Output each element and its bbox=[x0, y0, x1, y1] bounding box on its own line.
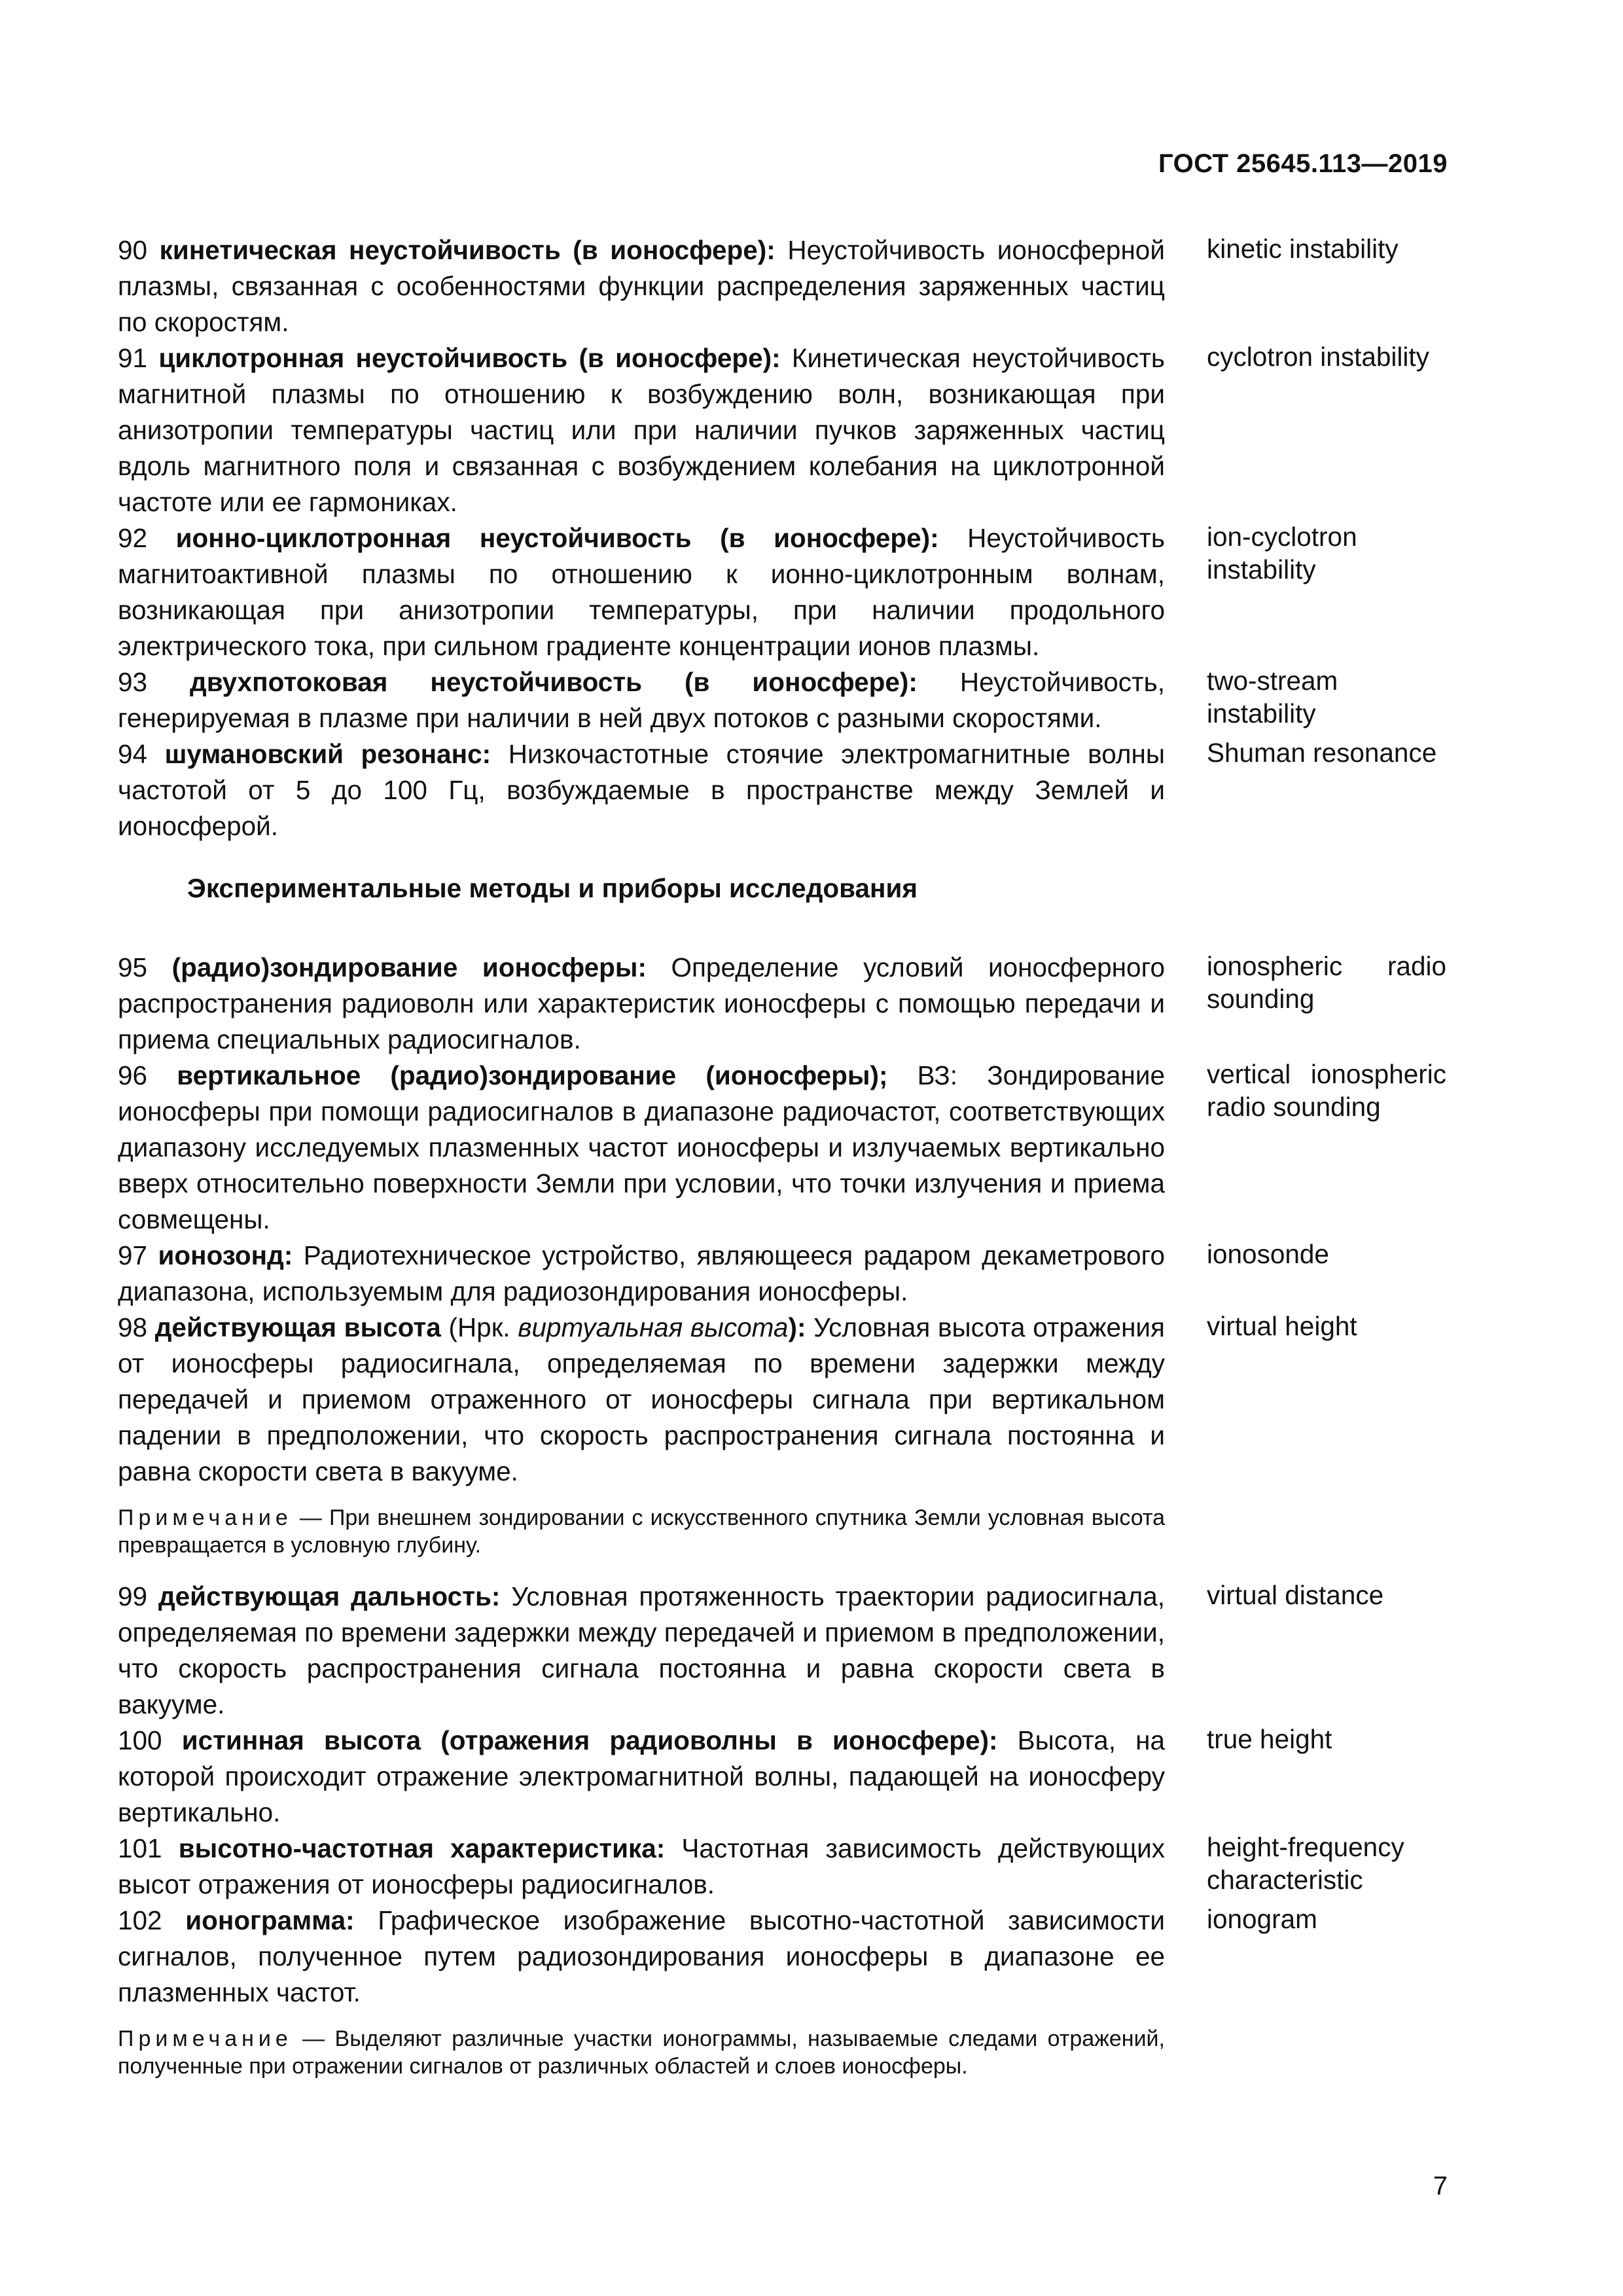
term-title: шумановский резонанс: bbox=[164, 739, 491, 769]
term-title: (радио)зондирование ионосферы: bbox=[171, 952, 647, 982]
term-title: ионозонд: bbox=[158, 1240, 293, 1270]
term-entry-text bbox=[118, 520, 1165, 664]
note-text: — Выделяют различные участки ионограммы, называемые следами отражений, полученные при отражении сигналов от различных областей и слоев ионосферы. bbox=[118, 2026, 1165, 2079]
term-title: действующая дальность: bbox=[158, 1581, 501, 1611]
note-label: Примечание bbox=[118, 2026, 293, 2051]
term-entry-text bbox=[118, 736, 1165, 844]
term-entry-90 bbox=[118, 232, 1446, 340]
term-definition: Неустойчивость магнитоактивной плазмы по отношению к ионно-циклотронным волнам, возникающая при анизотропии температуры, при наличии продольного электрического тока, при сильном градиенте концентрации ионов плазмы. bbox=[118, 523, 1165, 661]
term-definition: Низкочастотные стоячие электромагнитные волны частотой от 5 до 100 Гц, возбуждаемые в пространстве между Землей и ионосферой. bbox=[118, 739, 1165, 841]
term-english: kinetic instability bbox=[1207, 234, 1399, 264]
term-entry-text bbox=[118, 1579, 1165, 1723]
term-entry-93 bbox=[118, 664, 1446, 736]
term-number: 93 bbox=[118, 667, 148, 697]
terms-content bbox=[118, 232, 1446, 2100]
term-title: кинетическая неустойчивость (в ионосфере): bbox=[159, 235, 776, 265]
term-title: действующая высота bbox=[154, 1312, 441, 1342]
term-entry-text bbox=[118, 1831, 1165, 1903]
note-2 bbox=[118, 2025, 1165, 2080]
term-entry-94 bbox=[118, 736, 1446, 844]
term-definition: Определение условий ионосферного распространения радиоволн или характеристик ионосферы с помощью передачи и приема специальных радиосигналов. bbox=[118, 952, 1165, 1054]
term-entry-92 bbox=[118, 520, 1446, 664]
term-english: cyclotron instability bbox=[1207, 342, 1429, 372]
term-title: ионно-циклотронная неустойчивость (в ионосфере): bbox=[175, 523, 939, 553]
term-definition: Частотная зависимость действующих высот отражения от ионосферы радиосигналов. bbox=[118, 1833, 1165, 1899]
term-english: height-frequency characteristic bbox=[1207, 1832, 1404, 1895]
term-entry-text bbox=[118, 950, 1165, 1058]
term-entry-text bbox=[118, 1903, 1165, 2011]
term-entry-96 bbox=[118, 1058, 1446, 1238]
note-label: Примечание bbox=[118, 1505, 293, 1530]
term-entry-text bbox=[118, 664, 1165, 736]
term-entry-text bbox=[118, 232, 1165, 340]
term-entry-100 bbox=[118, 1723, 1446, 1831]
term-deprecated-alt: виртуальная высота bbox=[518, 1312, 789, 1342]
term-title: истинная высота (отражения радиоволны в ионосфере): bbox=[181, 1725, 998, 1755]
term-entry-text bbox=[118, 1058, 1165, 1238]
term-number: 101 bbox=[118, 1833, 162, 1863]
term-english: two-stream instability bbox=[1207, 666, 1338, 728]
term-number: 97 bbox=[118, 1240, 148, 1270]
term-number: 91 bbox=[118, 343, 148, 373]
term-english: ionogram bbox=[1207, 1904, 1317, 1934]
term-number: 99 bbox=[118, 1581, 148, 1611]
term-definition: Графическое изображение высотно-частотной зависимости сигналов, полученное путем радиозондирования ионосферы в диапазоне ее плазменных частот. bbox=[118, 1905, 1165, 2007]
term-number: 92 bbox=[118, 523, 148, 553]
term-definition: Условная протяженность траектории радиосигнала, определяемая по времени задержки между передачей и приемом в предположении, что скорость распространения сигнала постоянна и равна скорости света в вакууме. bbox=[118, 1581, 1165, 1719]
term-entry-95 bbox=[118, 950, 1446, 1058]
term-entry-text bbox=[118, 1310, 1165, 1490]
term-paren-close: ): bbox=[788, 1312, 806, 1342]
term-english: ion-cyclotron instability bbox=[1207, 522, 1357, 584]
term-english: ionospheric radio sounding bbox=[1207, 951, 1446, 1014]
term-english: ionosonde bbox=[1207, 1239, 1329, 1269]
term-english: true height bbox=[1207, 1724, 1332, 1754]
term-title: циклотронная неустойчивость (в ионосфере): bbox=[158, 343, 781, 373]
term-definition: Кинетическая неустойчивость магнитной плазмы по отношению к возбуждению волн, возникающая при анизотропии температуры частиц или при наличии пучков заряженных частиц вдоль магнитного поля и связанная с возбуждением колебания на циклотронной частоте или ее гармониках. bbox=[118, 343, 1165, 517]
term-definition: Неустойчивость, генерируемая в плазме при наличии в ней двух потоков с разными скоростями. bbox=[118, 667, 1165, 733]
term-number: 94 bbox=[118, 739, 148, 769]
term-title: вертикальное (радио)зондирование (ионосферы); bbox=[177, 1060, 888, 1090]
term-english: virtual height bbox=[1207, 1311, 1357, 1341]
term-definition: Неустойчивость ионосферной плазмы, связанная с особенностями функции распределения заряженных частиц по скоростям. bbox=[118, 235, 1165, 337]
term-number: 98 bbox=[118, 1312, 148, 1342]
term-entry-text bbox=[118, 1723, 1165, 1831]
note-text: — При внешнем зондировании с искусственного спутника Земли условная высота превращается в условную глубину. bbox=[118, 1505, 1165, 1558]
term-entry-97 bbox=[118, 1238, 1446, 1310]
term-title: двухпотоковая неустойчивость (в ионосфере): bbox=[190, 667, 918, 697]
term-title: ионограмма: bbox=[185, 1905, 355, 1935]
term-entry-101 bbox=[118, 1831, 1446, 1903]
term-paren-open: (Нрк. bbox=[440, 1312, 518, 1342]
term-number: 96 bbox=[118, 1060, 148, 1090]
term-number: 90 bbox=[118, 235, 148, 265]
term-entry-98 bbox=[118, 1310, 1446, 1490]
term-definition: Радиотехническое устройство, являющееся радаром декаметрового диапазона, используемым для радиозондирования ионосферы. bbox=[118, 1240, 1165, 1306]
term-definition: Высота, на которой происходит отражение электромагнитной волны, падающей на ионосферу вертикально. bbox=[118, 1725, 1165, 1827]
term-english: Shuman resonance bbox=[1207, 738, 1437, 768]
term-number: 95 bbox=[118, 952, 148, 982]
term-number: 102 bbox=[118, 1905, 162, 1935]
section-heading: Экспериментальные методы и приборы исследования bbox=[187, 873, 918, 903]
term-definition: ВЗ: Зондирование ионосферы при помощи радиосигналов в диапазоне радиочастот, соответствующих диапазону исследуемых плазменных частот ионосферы и излучаемых вертикально вверх относительно поверхности Земли при условии, что точки излучения и приема совмещены. bbox=[118, 1060, 1165, 1234]
term-definition: Условная высота отражения от ионосферы радиосигнала, определяемая по времени задержки между передачей и приемом отраженного от ионосферы сигнала при вертикальном падении в предположении, что скорость распространения сигнала постоянна и равна скорости света в вакууме. bbox=[118, 1312, 1165, 1486]
term-english: vertical ionospheric radio sounding bbox=[1207, 1059, 1446, 1122]
note-1 bbox=[118, 1504, 1165, 1559]
term-english: virtual distance bbox=[1207, 1580, 1384, 1610]
term-entry-99 bbox=[118, 1579, 1446, 1723]
term-entry-text bbox=[118, 340, 1165, 520]
term-title: высотно-частотная характеристика: bbox=[178, 1833, 666, 1863]
document-code: ГОСТ 25645.113—2019 bbox=[1158, 149, 1448, 178]
page-number: 7 bbox=[1433, 2172, 1448, 2200]
term-entry-text bbox=[118, 1238, 1165, 1310]
term-entry-91 bbox=[118, 340, 1446, 520]
term-entry-102 bbox=[118, 1903, 1446, 2011]
term-number: 100 bbox=[118, 1725, 162, 1755]
